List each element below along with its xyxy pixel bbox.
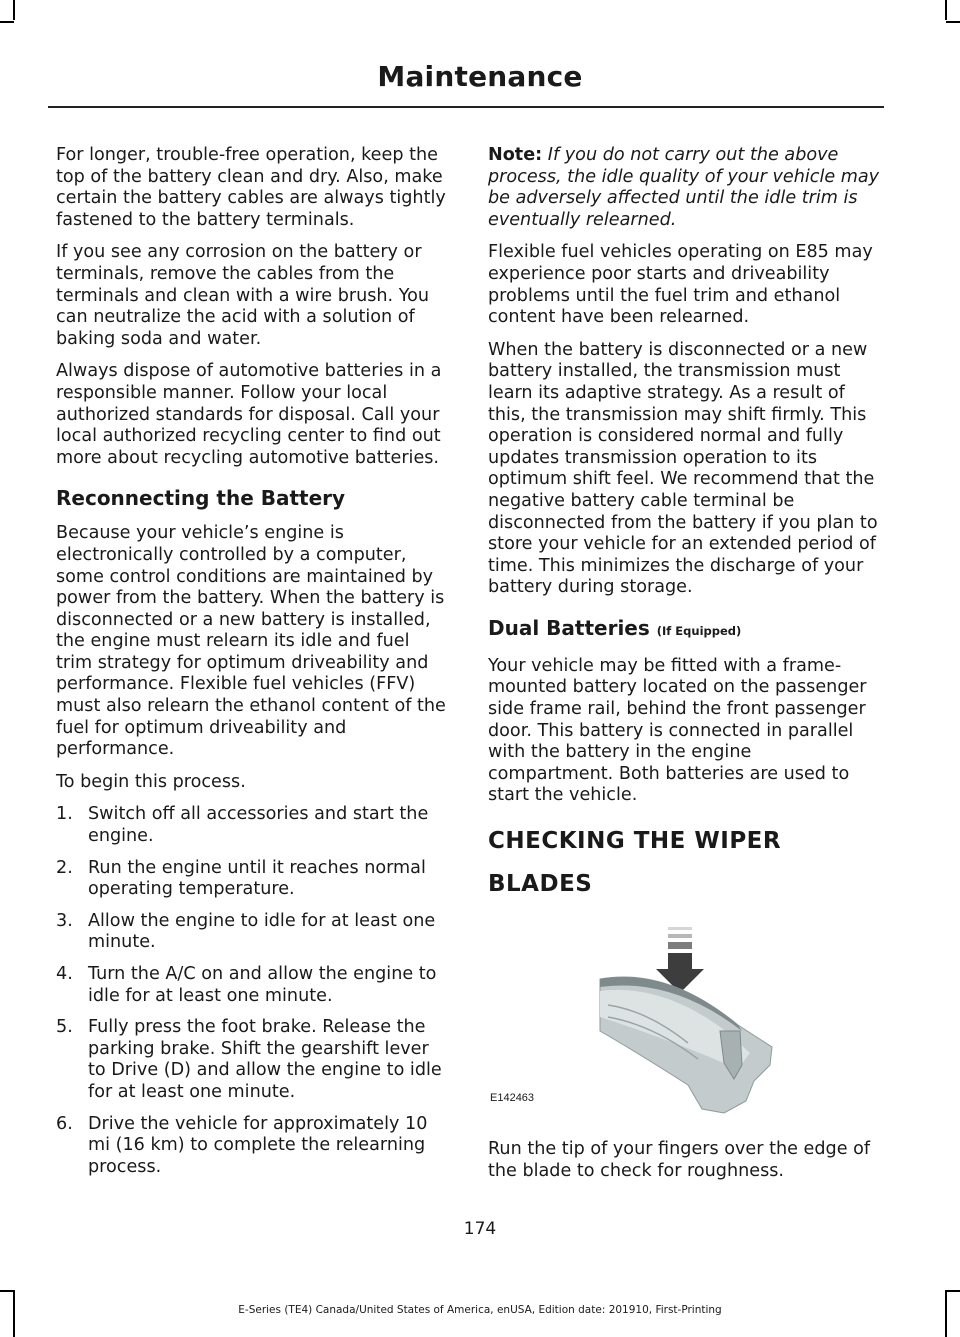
step-text: Allow the engine to idle for at least one minute. [88,910,436,953]
section-heading-wiper-blades [488,827,882,899]
paragraph: To begin this process. [56,771,246,792]
step-text: Turn the A/C on and allow the engine to idle for at least one minute. [88,964,437,1006]
crop-mark [0,21,14,23]
page-title: Maintenance [377,60,583,93]
crop-mark [13,0,15,20]
step-text: Drive the vehicle for approximately 10 mi (16 km) to complete the relearning process. [88,1113,428,1177]
paragraph: Because your vehicle’s engine is electronically controlled by a computer, some control conditions are maintained by power from the battery. When the battery is disconnected or a new battery is installed, the engine must relearn its idle and fuel trim strategy for optimum driveability and performance. Flexible fuel vehicles (FFV) must also relearn the ethanol content of the fuel for optimum driveability and performance. [56,523,446,760]
step-number: 4. [56,964,73,984]
note [488,145,882,231]
paragraph: Flexible fuel vehicles operating on E85 may experience poor starts and driveability problems until the fuel trim and ethanol content have been relearned. [488,242,873,328]
figure-id: E142463 [490,1092,535,1105]
arrow-stripe [668,942,692,949]
list-item [56,1017,448,1103]
step-number: 5. [56,1017,73,1038]
step-number: 3. [56,910,73,931]
step-number: 1. [56,804,73,825]
right-column [488,145,882,1193]
step-text: Run the engine until it reaches normal operating temperature. [88,857,426,900]
paragraph: Always dispose of automotive batteries in a responsible manner. Follow your local authorized standards for disposal. Call your local authorized recycling center to find out more about recycling automotive batteries. [56,361,442,468]
heading-text: Dual Batteries [488,615,650,640]
list-item [56,911,448,954]
step-number: 6. [56,1113,73,1134]
heading-qualifier: (If Equipped) [656,623,742,638]
paragraph: When the battery is disconnected or a new battery installed, the transmission must learn its adaptive strategy. As a result of this, the transmission may shift firmly. This operation is considered normal and fully updates transmission operation to its optimum shift feel. We recommend that the negative battery cable terminal be disconnected from the battery if you plan to store your vehicle for an extended period of time. This minimizes the discharge of your battery during storage. [488,339,878,598]
section-heading-dual-batteries [488,616,882,644]
page-number: 174 [463,1219,497,1239]
arrow-stripe [668,934,692,938]
wiper-blade-illustration [488,913,882,1125]
left-column [56,145,448,1188]
step-text: Switch off all accessories and start the engine. [88,804,429,847]
heading-line: BLADES [488,871,593,898]
paragraph: For longer, trouble-free operation, keep the top of the battery clean and dry. Also, make certain the battery cables are always tightly fastened to the battery terminals. [56,145,446,230]
wiper-blade-figure [488,913,882,1125]
list-item [56,1114,448,1179]
heading-line: CHECKING THE WIPER [488,828,782,855]
crop-mark [946,1290,960,1292]
header-divider [48,106,884,108]
note-label: Note: [488,145,543,165]
crop-mark [0,1290,14,1292]
section-heading-reconnecting: Reconnecting the Battery [56,486,346,511]
note-text: If you do not carry out the above process, the idle quality of your vehicle may be adversely affected until the idle trim is eventually relearned. [488,145,880,230]
paragraph: If you see any corrosion on the battery or terminals, remove the cables from the terminals and clean with a wire brush. You can neutralize the acid with a solution of baking soda and water. [56,242,430,349]
arrow-stripe [668,927,692,930]
step-number: 2. [56,857,73,878]
paragraph: Run the tip of your fingers over the edge of the blade to check for roughness. [488,1139,871,1181]
step-text: Fully press the foot brake. Release the parking brake. Shift the gearshift lever to Drive (D) and allow the engine to idle for at least one minute. [88,1017,442,1102]
list-item [56,858,448,901]
steps-list [56,804,448,1178]
list-item [56,804,448,847]
paragraph: Your vehicle may be fitted with a frame-mounted battery located on the passenger side frame rail, behind the front passenger door. This battery is connected in parallel with the battery in the engine compartment. Both batteries are used to start the vehicle. [488,655,867,806]
list-item [56,964,448,1007]
crop-mark [946,21,960,23]
crop-mark [945,0,947,20]
footer-text: E-Series (TE4) Canada/United States of America, enUSA, Edition date: 201910, First-Printing [238,1304,722,1316]
